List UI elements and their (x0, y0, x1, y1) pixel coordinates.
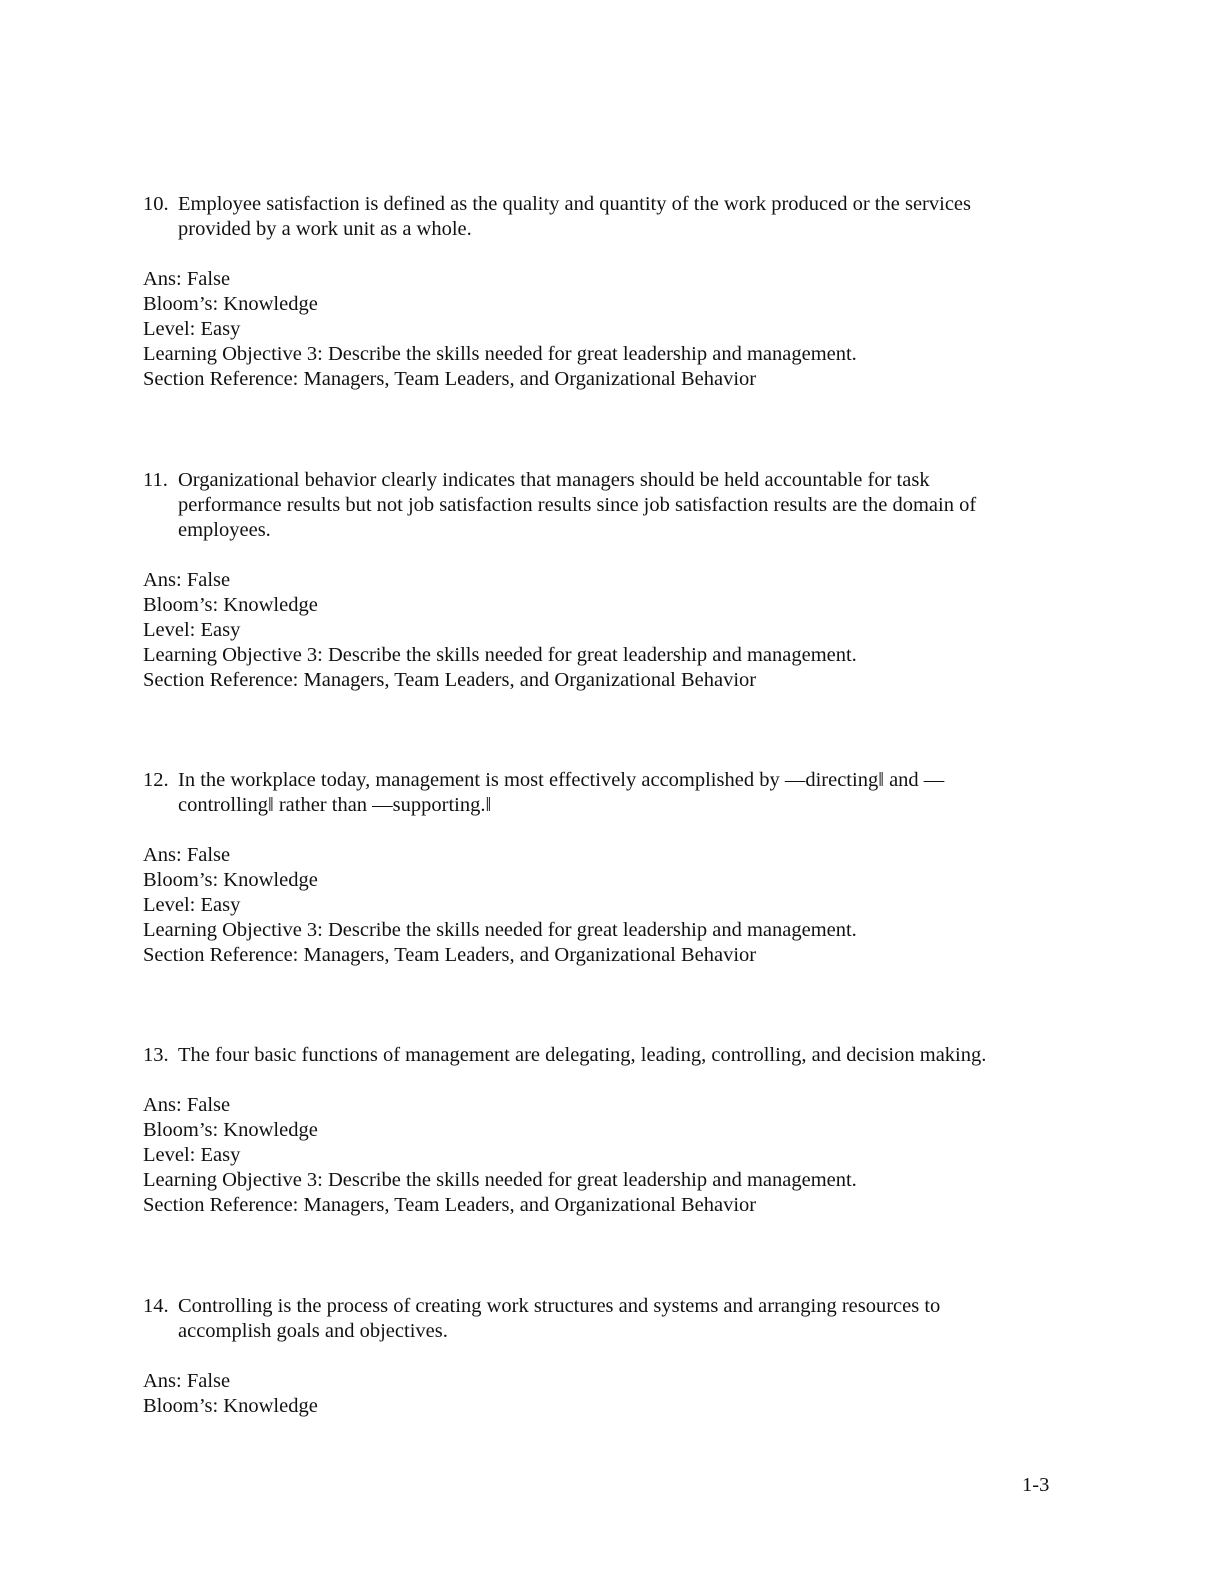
learning-objective-line: Learning Objective 3: Describe the skills needed for great leadership and management. (143, 919, 857, 941)
question-stem (143, 192, 1043, 242)
answer-line: Ans: False (143, 1370, 231, 1392)
answer-line: Ans: False (143, 1094, 231, 1116)
section-reference-line: Section Reference: Managers, Team Leaders, and Organizational Behavior (143, 1194, 757, 1216)
question-text: Controlling is the process of creating work structures and systems and arranging resources to accomplish goals and objectives. (178, 1295, 941, 1342)
answer-line: Ans: False (143, 844, 231, 866)
question-number: 14. (143, 1295, 169, 1317)
question-text: Employee satisfaction is defined as the quality and quantity of the work produced or the services provided by a work unit as a whole. (178, 193, 972, 240)
answer-line: Ans: False (143, 268, 231, 290)
question-text: Organizational behavior clearly indicates that managers should be held accountable for task performance results but not job satisfaction results since job satisfaction results are the domain of employees. (178, 469, 977, 541)
page-number: 1-3 (1022, 1474, 1050, 1496)
level-line: Level: Easy (143, 1144, 241, 1166)
question-stem (143, 1043, 1043, 1068)
learning-objective-line: Learning Objective 3: Describe the skills needed for great leadership and management. (143, 644, 857, 666)
question-stem (143, 768, 1043, 818)
question-metadata (143, 1093, 1043, 1218)
question-text: In the workplace today, management is most effectively accomplished by —directing‖ and —controlling‖ rather than —supporting.‖ (178, 769, 945, 816)
question-number: 11. (143, 469, 168, 491)
question-stem (143, 468, 1043, 543)
question-number: 10. (143, 193, 169, 215)
question-11 (143, 468, 1043, 693)
blooms-line: Bloom’s: Knowledge (143, 1119, 318, 1141)
blooms-line: Bloom’s: Knowledge (143, 594, 318, 616)
question-number: 12. (143, 769, 169, 791)
section-reference-line: Section Reference: Managers, Team Leaders, and Organizational Behavior (143, 368, 757, 390)
question-metadata (143, 843, 1043, 968)
blooms-line: Bloom’s: Knowledge (143, 869, 318, 891)
level-line: Level: Easy (143, 318, 241, 340)
question-12 (143, 768, 1043, 968)
learning-objective-line: Learning Objective 3: Describe the skills needed for great leadership and management. (143, 343, 857, 365)
question-text: The four basic functions of management are delegating, leading, controlling, and decision making. (178, 1044, 987, 1066)
learning-objective-line: Learning Objective 3: Describe the skills needed for great leadership and management. (143, 1169, 857, 1191)
question-metadata (143, 568, 1043, 693)
section-reference-line: Section Reference: Managers, Team Leaders, and Organizational Behavior (143, 669, 757, 691)
question-13 (143, 1043, 1043, 1218)
section-reference-line: Section Reference: Managers, Team Leaders, and Organizational Behavior (143, 944, 757, 966)
question-stem (143, 1294, 1043, 1344)
answer-line: Ans: False (143, 569, 231, 591)
question-14 (143, 1294, 1043, 1419)
blooms-line: Bloom’s: Knowledge (143, 293, 318, 315)
question-metadata (143, 1369, 1043, 1419)
question-metadata (143, 267, 1043, 392)
question-number: 13. (143, 1044, 169, 1066)
level-line: Level: Easy (143, 619, 241, 641)
blooms-line: Bloom’s: Knowledge (143, 1395, 318, 1417)
question-10 (143, 192, 1043, 392)
level-line: Level: Easy (143, 894, 241, 916)
